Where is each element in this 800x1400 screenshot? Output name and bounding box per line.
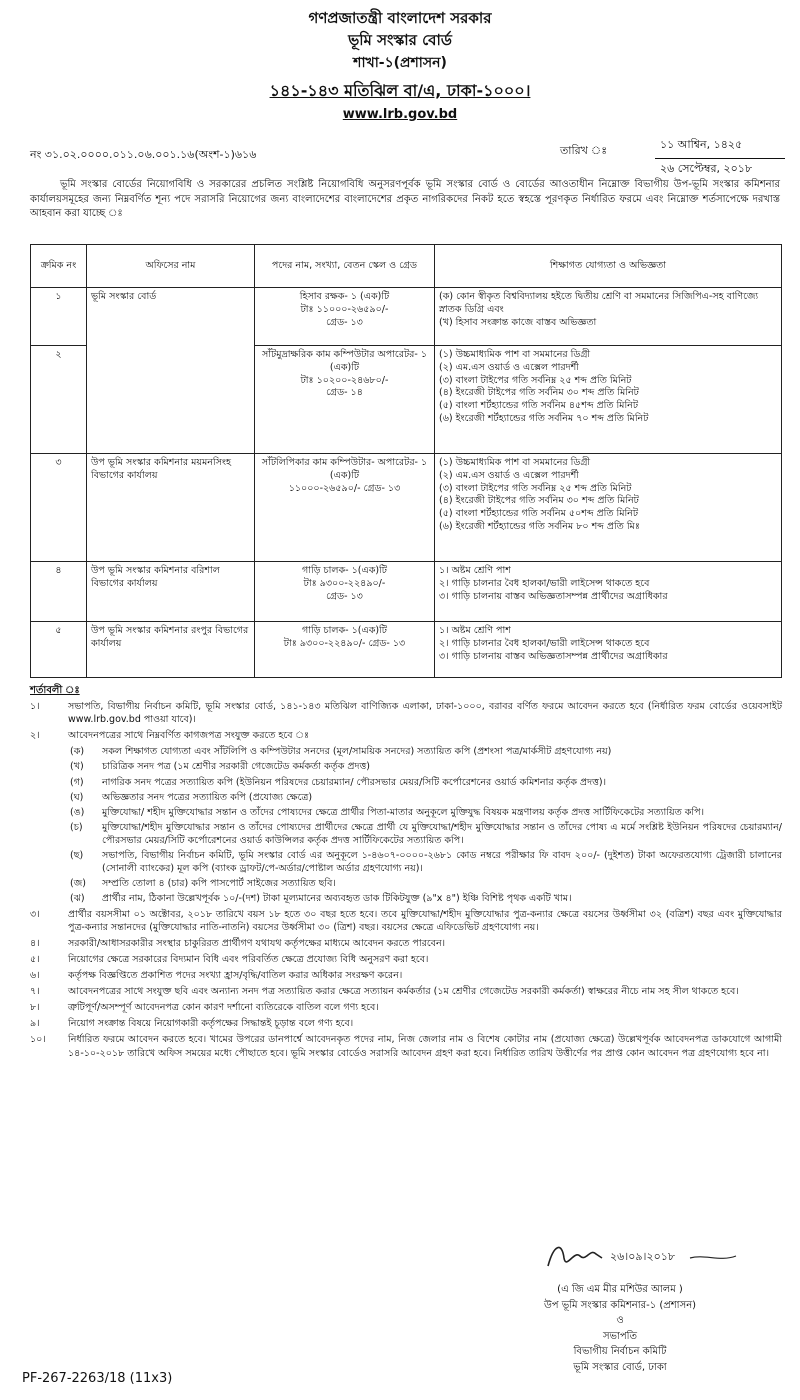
conditions-list xyxy=(30,700,782,1063)
row-office: ভূমি সংস্কার বোর্ড xyxy=(87,288,255,454)
signatory-role: সভাপতি xyxy=(602,1330,638,1342)
header-post: পদের নাম, সংখ্যা, বেতন স্কেল ও গ্রেড xyxy=(255,245,435,288)
condition-number: ২। xyxy=(30,730,40,742)
header-board: ভূমি সংস্কার বোর্ড xyxy=(348,31,452,49)
row-post xyxy=(255,622,435,678)
sub-condition-text: সকল শিক্ষাগত যোগ্যতা এবং সাঁটলিপি ও কম্পিউটার সনদের (মূল/সাময়িক সনদের) সত্যায়িত কপি (প্রশংসা পত্র/মার্কসীট গ্রহণযোগ্য নয়) xyxy=(102,746,612,758)
post-title: গাড়ি চালক- ১(এক)টি xyxy=(302,625,387,636)
qualification-item: ১। অষ্টম শ্রেণি পাশ xyxy=(439,625,511,636)
qualification-item: (খ) হিসাব সংক্রান্ত কাজে বাস্তব অভিজ্ঞতা xyxy=(439,316,597,328)
qualification-item: ২। গাড়ি চালনার বৈধ হালকা/ভারী লাইসেন্স থাকতে হবে xyxy=(439,577,650,589)
sub-condition-number: (ঘ) xyxy=(70,791,84,803)
header-address: ১৪১-১৪৩ মতিঝিল বা/এ, ঢাকা-১০০০। xyxy=(269,81,531,100)
table-row xyxy=(31,288,782,346)
sub-condition-item xyxy=(30,791,782,804)
sub-condition-item xyxy=(30,877,782,890)
qualification-item: (৪) ইংরেজী টাইপের গতি সর্বনিম ৩০ শব্দ প্রতি মিনিট xyxy=(439,495,639,507)
condition-text: নিয়োগ সংক্রান্ত বিষয়ে নিয়োগকারী কর্তৃপক্ষের সিদ্ধান্তই চূড়ান্ত বলে গণ্য হবে। xyxy=(68,1018,354,1030)
condition-number: ৭। xyxy=(30,986,40,998)
sub-condition-text: প্রার্থীর নাম, ঠিকানা উল্লেখপূর্বক ১০/-(দশ) টাকা মূল্যমানের অব্যবহৃত ডাক টিকিটযুক্ত (৯"x ৪") ইঞ্চি বিশিষ্ট পৃথক একটি খাম। xyxy=(102,893,572,905)
condition-item xyxy=(30,908,782,934)
header-website[interactable]: www.lrb.gov.bd xyxy=(342,107,458,122)
sub-condition-text: সভাপতি, বিভাগীয় নির্বাচন কমিটি, ভূমি সংস্কার বোর্ড এর অনুকূলে ১-৪৬০৭-০০০০-২৬৮১ কোড নম্বরে পরীক্ষার ফি বাবদ ২০০/- (দুইশত) টাকা অফেরতযোগ্য ট্রেজারী চালানের (সোনালী ব্যাংকের) মূল কপি (ব্যাংক ড্রাফট/পে-অর্ডার/পোষ্টাল অর্ডার গ্রহণযোগ্য নয়)। xyxy=(102,850,782,875)
sub-condition-item xyxy=(30,745,782,758)
condition-number: ৬। xyxy=(30,969,40,981)
condition-item xyxy=(30,937,782,950)
sub-condition-number: (গ) xyxy=(70,776,84,788)
date-english: ২৬ সেপ্টেম্বর, ২০১৮ xyxy=(660,162,753,175)
condition-item xyxy=(30,985,782,998)
signatory-and: ও xyxy=(616,1315,624,1326)
table-row xyxy=(31,454,782,562)
footer-code: PF-267-2263/18 (11x3) xyxy=(22,1371,173,1386)
row-qualifications xyxy=(435,346,782,454)
post-title: গাড়ি চালক- ১(এক)টি xyxy=(302,565,387,576)
row-post xyxy=(255,562,435,622)
signature-mark xyxy=(540,1236,740,1276)
post-grade: গ্রেড- ১৩ xyxy=(326,316,363,328)
post-scale: ১১০০০-২৬৫৯০/- গ্রেড- ১৩ xyxy=(288,482,401,494)
signature-block xyxy=(470,1282,770,1375)
sub-condition-text: সম্প্রতি তোলা ৪ (চার) কপি পাসপোর্ট সাইজের সত্যায়িত ছবি। xyxy=(102,878,336,890)
qualification-item: ৩। গাড়ি চালনায় বাস্তব অভিজ্ঞতাসম্পন্ন প্রার্থীদের অগ্রাধিকার xyxy=(439,590,668,602)
date-label: তারিখ ঃ xyxy=(560,144,608,157)
post-grade: গ্রেড- ১৪ xyxy=(326,387,363,399)
row-post xyxy=(255,288,435,346)
qualification-item: (৬) ইংরেজী শর্টহ্যান্ডের গতি সর্বনিম ৭০ শব্দ প্রতি মিনিট xyxy=(439,413,649,425)
qualification-item: (২) এম.এস ওয়ার্ড ও এক্সেল পারদর্শী xyxy=(439,469,579,481)
condition-item xyxy=(30,1001,782,1014)
header-serial: ক্রমিক নং xyxy=(31,245,87,288)
post-scale: টাঃ ৯৩০০-২২৪৯০/- xyxy=(303,577,386,589)
condition-item xyxy=(30,969,782,982)
conditions-title: শর্তাবলী ঃ xyxy=(30,685,80,696)
post-scale: টাঃ ১০২০০-২৪৬৮০/- xyxy=(300,374,389,386)
row-serial: ১ xyxy=(31,288,87,346)
row-qualifications xyxy=(435,288,782,346)
condition-text: আবেদনপত্রের সাথে নিম্নবর্ণিত কাগজপত্র সংযুক্ত করতে হবে ঃ xyxy=(68,730,310,742)
condition-text: কর্তৃপক্ষ বিজ্ঞপ্তিতে প্রকাশিত পদের সংখ্যা হ্রাস/বৃদ্ধি/বাতিল করার অধিকার সংরক্ষণ করেন। xyxy=(68,969,403,981)
condition-number: ১০। xyxy=(30,1034,46,1046)
row-office: উপ ভূমি সংস্কার কমিশনার রংপুর বিভাগের কার্যালয় xyxy=(87,622,255,678)
row-serial: ৫ xyxy=(31,622,87,678)
qualification-item: (৩) বাংলা টাইপের গতি সর্বনিম্ন ২৫ শব্দ প্রতি মিনিট xyxy=(439,482,632,494)
post-title: সাঁটমুদ্রাক্ষরিক কাম কম্পিউটার অপারেটর- ১ (এক)টি xyxy=(262,349,427,373)
condition-item xyxy=(30,700,782,726)
condition-number: ১। xyxy=(30,701,40,712)
qualification-item: (৫) বাংলা শর্টহ্যান্ডের গতি সর্বনিম ৫০শব্দ প্রতি মিনিট xyxy=(439,508,639,520)
table-row xyxy=(31,622,782,678)
qualification-item: ২। গাড়ি চালনার বৈধ হালকা/ভারী লাইসেন্স থাকতে হবে xyxy=(439,637,650,649)
post-grade: গ্রেড- ১৩ xyxy=(326,590,363,602)
row-office: উপ ভূমি সংস্কার কমিশনার ময়মনসিংহ বিভাগের কার্যালয় xyxy=(87,454,255,562)
vacancy-table xyxy=(30,244,782,678)
qualification-item: (১) উচ্চমাধ্যমিক পাশ বা সমমানের ডিগ্রী xyxy=(439,349,591,360)
condition-number: ৯। xyxy=(30,1018,40,1030)
condition-number: ৪। xyxy=(30,937,40,949)
sub-condition-item xyxy=(30,821,782,847)
header-qualification: শিক্ষাগত যোগ্যতা ও অভিজ্ঞতা xyxy=(435,245,782,288)
qualification-item: ১। অষ্টম শ্রেণি পাশ xyxy=(439,565,511,576)
condition-item xyxy=(30,1033,782,1059)
post-scale: টাঃ ১১০০০-২৬৫৯০/- xyxy=(300,303,389,315)
date-bangla: ১১ আশ্বিন, ১৪২৫ xyxy=(660,138,743,151)
sub-condition-number: (ছ) xyxy=(70,850,84,862)
date-divider xyxy=(655,158,785,159)
qualification-item: (২) এম.এস ওয়ার্ড ও এক্সেল পারদর্শী xyxy=(439,361,579,373)
sub-condition-number: (চ) xyxy=(70,821,83,833)
signatory-org: ভূমি সংস্কার বোর্ড, ঢাকা xyxy=(573,1361,667,1373)
condition-item xyxy=(30,729,782,742)
sub-condition-number: (ক) xyxy=(70,746,85,758)
sub-condition-number: (ঝ) xyxy=(70,893,85,905)
sub-condition-number: (ঙ) xyxy=(70,806,85,818)
header-office: অফিসের নাম xyxy=(87,245,255,288)
sub-condition-item xyxy=(30,760,782,773)
qualification-item: (৫) বাংলা শর্টহ্যান্ডের গতি সর্বনিম ৪৫শব্দ প্রতি মিনিট xyxy=(439,400,639,412)
sub-condition-number: (জ) xyxy=(70,878,86,890)
header-government: গণপ্রজাতন্ত্রী বাংলাদেশ সরকার xyxy=(308,9,492,27)
sub-condition-text: মুক্তিযোদ্ধা/শহীদ মুক্তিযোদ্ধার সন্তান ও তাঁদের পোষ্যদের প্রার্থীদের ক্ষেত্রে প্রার্থী যে মুক্তিযোদ্ধা/শহীদ মুক্তিযোদ্ধার সন্তান ও তাঁদের পোষ্য এ মর্মে সংশ্লিষ্ট ইউনিয়ন পরিষদের চেয়ারম্যান/ পৌরসভার মেয়র/সিটি কর্পোরেশনের ওয়ার্ড কাউন্সিলর কর্তৃক প্রদত্ত সার্টিফিকেটের সত্যায়িত কপি। xyxy=(102,821,782,846)
signatory-designation: উপ ভূমি সংস্কার কমিশনার-১ (প্রশাসন) xyxy=(543,1299,697,1311)
condition-number: ৮। xyxy=(30,1002,40,1014)
post-title: সাঁটলিপিকার কাম কম্পিউটার- অপারেটর- ১ (এক)টি xyxy=(261,457,428,481)
sub-condition-item xyxy=(30,776,782,789)
condition-text: সভাপতি, বিভাগীয় নির্বাচন কমিটি, ভূমি সংস্কার বোর্ড, ১৪১-১৪৩ মতিঝিল বাণিজ্যিক এলাকা, ঢাকা-১০০০, বরাবর বর্ণিত ফরমে আবেদন করতে হবে (নির্ধারিত ফরম বোর্ডের ওয়েবসাইট www.lrb.gov.bd পাওয়া যাবে)। xyxy=(68,701,782,726)
sub-condition-text: নাগরিক সনদ পত্রের সত্যায়িত কপি (ইউনিয়ন পরিষদের চেয়ারম্যান/ পৌরসভার মেয়র/সিটি কর্পোরেশনের ওয়ার্ড কমিশনার কর্তৃক প্রদত্ত)। xyxy=(102,776,606,788)
sub-condition-text: অভিজ্ঞতার সনদ পত্রের সত্যায়িত কপি (প্রযোজ্য ক্ষেত্রে) xyxy=(102,791,313,803)
qualification-item: ৩। গাড়ি চালনায় বাস্তব অভিজ্ঞতাসম্পন্ন প্রার্থীদের অগ্রাধিকার xyxy=(439,650,668,662)
condition-text: প্রার্থীর বয়সসীমা ০১ অক্টোবর, ২০১৮ তারিখে বয়স ১৮ হতে ৩০ বছর হতে হবে। তবে মুক্তিযোদ্ধা/শহীদ মুক্তিযোদ্ধার পুত্র-কন্যার ক্ষেত্রে বয়সের উর্ধ্বসীমা ৩২ (বত্রিশ) বছর এবং মুক্তিযোদ্ধার পুত্র-কন্যার সন্তানদের (মুক্তিযোদ্ধার নাতি-নাতনি) বয়সের উর্ধ্বসীমা ৩০ (ত্রিশ) বছর। বয়সের ক্ষেত্রে এফিডেভিট গ্রহণযোগ্য নয়। xyxy=(68,908,782,933)
condition-number: ৩। xyxy=(30,908,40,920)
row-post xyxy=(255,454,435,562)
row-qualifications xyxy=(435,454,782,562)
sub-condition-item xyxy=(30,806,782,819)
row-office: উপ ভূমি সংস্কার কমিশনার বরিশাল বিভাগের কার্যালয় xyxy=(87,562,255,622)
signature-date: ২৬।০৯।২০১৮ xyxy=(610,1250,676,1263)
sub-condition-item xyxy=(30,849,782,875)
condition-text: ত্রুটিপূর্ণ/অসম্পূর্ণ আবেদনপত্র কোন কারণ দর্শানো ব্যতিরেকে বাতিল বলে গণ্য হবে। xyxy=(68,1002,379,1014)
condition-item xyxy=(30,953,782,966)
table-header-row xyxy=(31,245,782,288)
row-qualifications xyxy=(435,562,782,622)
row-serial: ২ xyxy=(31,346,87,454)
signatory-committee: বিভাগীয় নির্বাচন কমিটি xyxy=(573,1346,667,1357)
table-row xyxy=(31,562,782,622)
sub-condition-number: (খ) xyxy=(70,761,84,773)
signatory-name: (এ জি এম মীর মশিউর আলম ) xyxy=(557,1284,683,1295)
sub-condition-item xyxy=(30,892,782,905)
condition-number: ৫। xyxy=(30,953,40,965)
row-serial: ৩ xyxy=(31,454,87,562)
qualification-item: (৪) ইংরেজী টাইপের গতি সর্বনিম ৩০ শব্দ প্রতি মিনিট xyxy=(439,387,639,399)
sub-condition-text: মুক্তিযোদ্ধা/ শহীদ মুক্তিযোদ্ধার সন্তান ও তাঁদের পোষ্যদের ক্ষেত্রে প্রার্থীর পিতা-মাতার অনুকূলে মুক্তিযুদ্ধ বিষয়ক মন্ত্রণালয় কর্তৃক প্রদত্ত সার্টিফিকেটের সত্যায়িত কপি। xyxy=(102,806,704,818)
condition-text: নিয়োগের ক্ষেত্রে সরকারের বিদ্যমান বিধি এবং পরিবর্তিত ক্ষেত্রে প্রযোজ্য বিধি অনুসরণ করা হবে। xyxy=(68,953,429,965)
row-qualifications xyxy=(435,622,782,678)
intro-paragraph: ভূমি সংস্কার বোর্ডের নিয়োগবিধি ও সরকারের প্রচলিত সংশ্লিষ্ট নিয়োগবিধি অনুসরণপূর্বক ভূমি সংস্কার বোর্ড ও বোর্ডের আওতাধীন নিম্নোক্ত বিভাগীয় উপ-ভূমি সংস্কার কমিশনার কার্যালয়সমূহের জন্য নিম্নবর্ণিত শূন্য পদে সরাসরি নিয়োগের জন্য বাংলাদেশের বাংলাদেশের প্রকৃত নাগরিকদের নিকট হতে স্বহস্তে পূরণকৃত নির্ধারিত ফরমে এবং নিম্নোক্ত শর্তসাপেক্ষে দরখাস্ত আহবান করা যাচ্ছে ঃ xyxy=(30,179,780,219)
sub-condition-text: চারিত্রিক সনদ পত্র (১ম শ্রেণীর সরকারী গেজেটেড কর্মকর্তা কর্তৃক প্রদত্ত) xyxy=(102,761,370,773)
row-post xyxy=(255,346,435,454)
qualification-item: (৬) ইংরেজী শর্টহ্যান্ডের গতি সর্বনিম ৮০ শব্দ প্রতি মিঃ xyxy=(439,521,640,533)
condition-text: নির্ধারিত ফরমে আবেদন করতে হবে। খামের উপরের ডানপার্শ্বে আবেদনকৃত পদের নাম, নিজ জেলার নাম ও বিশেষ কোটার নাম (প্রযোজ্য ক্ষেত্রে) উল্লেখপূর্বক আবেদনপত্র ডাকযোগে আগামী ১৪-১০-২০১৮ তারিখে অফিস সময়ের মধ্যে পৌছাতে হবে। ভূমি সংস্কার বোর্ডেও সরাসরি আবেদন গ্রহণ করা হবে। নির্ধারিত তারিখ উত্তীর্ণের পর প্রাপ্ত কোন আবেদন পত্র গ্রহণযোগ্য হবে না। xyxy=(68,1034,782,1059)
qualification-item: (৩) বাংলা টাইপের গতি সর্বনিম্ন ২৫ শব্দ প্রতি মিনিট xyxy=(439,374,632,386)
condition-text: সরকারী/আধাসরকারীর সংস্থার চাকুরিরত প্রার্থীগণ যথাযথ কর্তৃপক্ষের মাধ্যমে আবেদন করতে পারবেন। xyxy=(68,937,446,949)
qualification-item: (ক) কোন স্বীকৃত বিশ্ববিদ্যালয় হইতে দ্বিতীয় শ্রেণি বা সমমানের সিজিপিএ-সহ বাণিজ্যে স্নাতক ডিগ্রি এবং xyxy=(439,291,759,315)
condition-text: আবেদনপত্রের সাথে সংযুক্ত ছবি এবং অন্যান্য সনদ পত্র সত্যায়িত করার ক্ষেত্রে সত্যায়ন কর্মকর্তার (১ম শ্রেণীর গেজেটেড সরকারী কর্মকর্তা) স্বাক্ষরের নীচে নাম সহ সীল থাকতে হবে। xyxy=(68,986,739,998)
condition-item xyxy=(30,1017,782,1030)
memo-number: নং ৩১.০২.০০০০.০১১.০৬.০০১.১৬(অংশ-১)৬১৬ xyxy=(30,148,257,161)
row-serial: ৪ xyxy=(31,562,87,622)
post-title: হিসাব রক্ষক- ১ (এক)টি xyxy=(299,291,390,302)
post-scale: টাঃ ৯৩০০-২২৪৯০/- গ্রেড- ১৩ xyxy=(283,637,406,649)
header-branch: শাখা-১(প্রশাসন) xyxy=(353,55,447,71)
qualification-item: (১) উচ্চমাধ্যমিক পাশ বা সমমানের ডিগ্রী xyxy=(439,457,591,468)
